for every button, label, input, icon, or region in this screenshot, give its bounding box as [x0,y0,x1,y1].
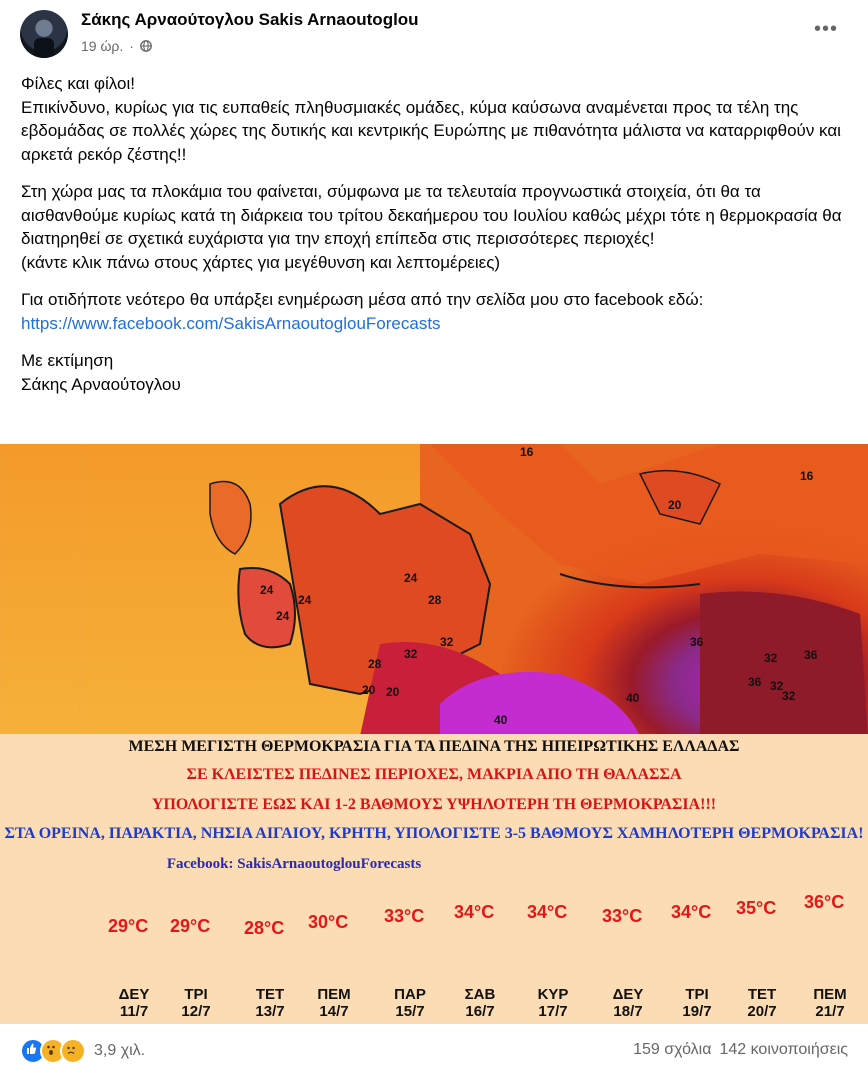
forecast-temperature: 36°C [804,892,845,912]
heat-map-image[interactable] [0,444,868,736]
shares-count[interactable]: 142 κοινοποιήσεις [719,1041,848,1058]
forecast-day-date: 21/7 [815,1003,845,1020]
signature-name: Σάκης Αρναούτογλου [21,374,181,394]
map-label: 40 [494,713,508,727]
forecast-title: ΜΕΣΗ ΜΕΓΙΣΤΗ ΘΕΡΜΟΚΡΑΣΙΑ ΓΙΑ ΤΑ ΠΕΔΙΝΑ ΤΗΣ ΗΠΕΙΡΩΤΙΚΗΣ ΕΛΛΑΔΑΣ [128,738,740,755]
map-label: 40 [626,691,640,705]
map-label: 32 [782,689,796,703]
map-label: 36 [690,635,704,649]
forecast-day-date: 18/7 [613,1003,643,1020]
greeting: Φίλες και φίλοι! [21,74,135,93]
map-label: 36 [804,648,818,662]
map-label: 32 [440,635,454,649]
forecast-day-date: 19/7 [682,1003,712,1020]
signoff: Με εκτίμηση [21,351,114,370]
post-text [21,72,861,410]
reaction-count[interactable]: 3,9 χιλ. [94,1042,146,1059]
forecast-day-date: 11/7 [119,1003,149,1020]
forecast-day [104,986,164,1020]
forecast-day-date: 12/7 [181,1003,211,1020]
forecast-day [166,986,226,1020]
map-label: 32 [770,679,784,693]
forecast-day-name: ΠΕΜ [317,986,351,1003]
globe-icon[interactable] [140,40,152,52]
map-label: 24 [298,593,312,607]
paragraph-2-body: Στη χώρα μας τα πλοκάμια του φαίνεται, σύμφωνα με τα τελευταία προγνωστικά στοιχεία, ότι θα τα αισθανθούμε κυρίως κατά τη διάρκεια του τρίτου δεκαήμερου του Ιουλίου καθώς μέχρι τότε η θερμοκρασία θα διατηρηθεί σε σχετικά ευχάριστα για την εποχή επίπεδα στις περισσότερες περιοχές! [21,182,842,248]
forecast-facebook: Facebook: SakisArnaoutoglouForecasts [166,856,422,872]
forecast-day [240,986,300,1020]
forecast-day-date: 14/7 [319,1003,349,1020]
map-label: 16 [800,469,814,483]
forecast-day [450,986,510,1020]
map-label: 20 [362,683,376,697]
forecast-day-name: ΣΑΒ [464,986,496,1003]
paragraph-2-note: (κάντε κλικ πάνω στους χάρτες για μεγέθυνση και λεπτομέρειες) [21,252,501,272]
comments-count[interactable]: 159 σχόλια [633,1041,712,1058]
avatar[interactable] [20,10,68,58]
paragraph-3-body: Για οτιδήποτε νεότερο θα υπάρξει ενημέρωση μέσα από την σελίδα μου στο facebook εδώ: [21,290,704,309]
forecast-day [380,986,440,1020]
forecast-day-date: 17/7 [538,1003,568,1020]
map-label: 28 [428,593,442,607]
post-time[interactable]: 19 ώρ. [81,38,124,54]
paragraph-3 [21,288,861,335]
sad-reaction-icon [60,1038,86,1064]
map-label: 16 [520,445,534,459]
map-label: 24 [276,609,290,623]
forecast-day-date: 16/7 [465,1003,495,1020]
forecast-line-4: ΣΤΑ ΟΡΕΙΝΑ, ΠΑΡΑΚΤΙΑ, ΝΗΣΙΑ ΑΙΓΑΙΟΥ, ΚΡΗΤΗ, ΥΠΟΛΟΓΙΣΤΕ 3-5 ΒΑΘΜΟΥΣ ΧΑΜΗΛΟΤΕΡΗ ΘΕΡΜΟΚΡΑΣΙΑ! [4,825,864,842]
reactions-summary[interactable] [20,1038,145,1064]
forecast-temperature: 35°C [736,898,777,918]
forecast-day-date: 15/7 [395,1003,425,1020]
forecast-day [732,986,792,1020]
paragraph-4 [21,349,861,396]
forecast-temperature: 33°C [602,906,643,926]
post-stats [633,1041,848,1059]
forecast-day [523,986,583,1020]
forecast-temperature: 29°C [170,916,211,936]
map-label: 32 [764,651,778,665]
post-footer [0,1024,868,1076]
facebook-page-link[interactable]: https://www.facebook.com/SakisArnaoutoglouForecasts [21,313,441,333]
paragraph-1 [21,72,861,166]
map-label: 20 [668,498,682,512]
forecast-day-name: ΤΡΙ [685,986,709,1003]
forecast-temperature: 33°C [384,906,425,926]
forecast-day-date: 13/7 [255,1003,285,1020]
forecast-temperature: 34°C [454,902,495,922]
forecast-day-name: ΤΕΤ [747,986,777,1003]
forecast-temperature: 34°C [671,902,712,922]
post-header [0,0,868,68]
forecast-day-name: ΠΑΡ [394,986,426,1003]
post-meta [81,38,152,54]
map-label: 20 [386,685,400,699]
forecast-temperature: 29°C [108,916,149,936]
forecast-line-2: ΣΕ ΚΛΕΙΣΤΕΣ ΠΕΔΙΝΕΣ ΠΕΡΙΟΧΕΣ, ΜΑΚΡΙΑ ΑΠΟ ΤΗ ΘΑΛΑΣΣΑ [186,766,682,783]
forecast-day-name: ΔΕΥ [612,986,644,1003]
forecast-temperature: 28°C [244,918,285,938]
map-label: 28 [368,657,382,671]
map-label: 36 [748,675,762,689]
forecast-day-name: ΠΕΜ [813,986,847,1003]
author-name[interactable]: Σάκης Αρναούτογλου Sakis Arnaoutoglou [81,10,419,29]
more-options-button[interactable]: ••• [813,18,838,40]
forecast-day [800,986,860,1020]
forecast-day-date: 20/7 [747,1003,777,1020]
forecast-image[interactable] [0,734,868,1024]
forecast-day [667,986,727,1020]
forecast-day [598,986,658,1020]
map-label: 24 [404,571,418,585]
forecast-temperature: 30°C [308,912,349,932]
map-label: 32 [404,647,418,661]
forecast-day-name: ΔΕΥ [118,986,150,1003]
meta-separator: · [129,38,134,54]
map-label: 24 [260,583,274,597]
paragraph-1-body: Επικίνδυνο, κυρίως για τις ευπαθείς πληθυσμιακές ομάδες, κύμα καύσωνα αναμένεται προς τα τέλη της εβδομάδας σε πολλές χώρες της δυτικής και κεντρικής Ευρώπης με πιθανότητα μάλιστα να καταρριφθούν και αρκετά ρεκόρ ζέστης!! [21,97,841,164]
forecast-day-name: ΤΕΤ [255,986,285,1003]
forecast-line-3: ΥΠΟΛΟΓΙΣΤΕ ΕΩΣ ΚΑΙ 1-2 ΒΑΘΜΟΥΣ ΥΨΗΛΟΤΕΡΗ ΤΗ ΘΕΡΜΟΚΡΑΣΙΑ!!! [151,796,717,813]
forecast-day-name: ΤΡΙ [184,986,208,1003]
forecast-day [304,986,364,1020]
forecast-day-name: ΚΥΡ [537,986,569,1003]
heat-map-graphic [0,444,868,736]
forecast-temperature: 34°C [527,902,568,922]
paragraph-2 [21,180,861,274]
